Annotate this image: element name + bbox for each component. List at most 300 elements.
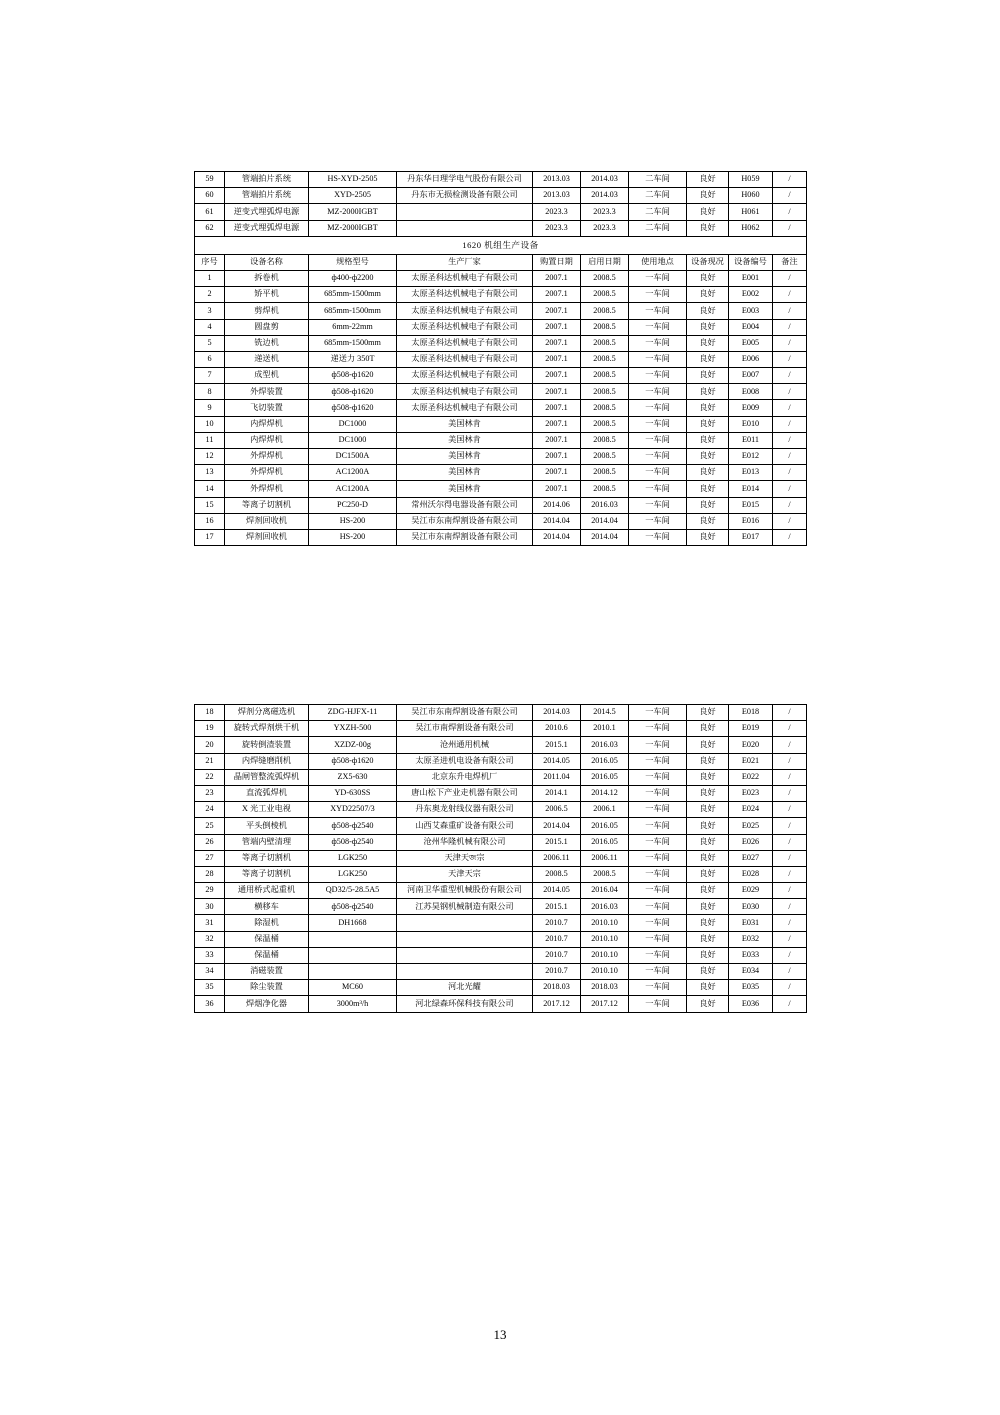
- table-row: [195, 947, 807, 963]
- cell-equipment-code: E027: [729, 850, 773, 866]
- table-row: [195, 465, 807, 481]
- cell-model: LGK250: [309, 850, 397, 866]
- cell-equipment-code: E035: [729, 980, 773, 996]
- cell-model: ZDG-HJFX-11: [309, 705, 397, 721]
- table-row: [195, 980, 807, 996]
- cell-equipment-name: 焊剂回收机: [225, 513, 309, 529]
- cell-equipment-code: E031: [729, 915, 773, 931]
- cell-condition: 良好: [687, 335, 729, 351]
- table-row: [195, 753, 807, 769]
- cell-index: 19: [195, 721, 225, 737]
- cell-equipment-code: E024: [729, 802, 773, 818]
- cell-manufacturer: 太原圣科达机械电子有限公司: [397, 287, 533, 303]
- cell-start-date: 2008.5: [581, 368, 629, 384]
- table-row: [195, 529, 807, 545]
- table-row: [195, 866, 807, 882]
- equipment-table-top: [194, 171, 807, 546]
- cell-purchase-date: 2010.7: [533, 915, 581, 931]
- cell-equipment-name: X 光工业电视: [225, 802, 309, 818]
- cell-manufacturer: 沧州华隆机械有限公司: [397, 834, 533, 850]
- cell-equipment-name: 保温桶: [225, 947, 309, 963]
- cell-manufacturer: [397, 947, 533, 963]
- cell-equipment-name: 外焊焊机: [225, 449, 309, 465]
- cell-equipment-code: E007: [729, 368, 773, 384]
- cell-condition: 良好: [687, 416, 729, 432]
- cell-equipment-code: E002: [729, 287, 773, 303]
- equipment-table-bottom: [194, 704, 807, 1013]
- cell-model: LGK250: [309, 866, 397, 882]
- cell-purchase-date: 2018.03: [533, 980, 581, 996]
- cell-condition: 良好: [687, 351, 729, 367]
- cell-index: 28: [195, 866, 225, 882]
- cell-location: 一车间: [629, 883, 687, 899]
- cell-equipment-name: 平头倒棱机: [225, 818, 309, 834]
- cell-condition: 良好: [687, 834, 729, 850]
- cell-model: MZ-2000IGBT: [309, 204, 397, 220]
- cell-model: ф508-ф1620: [309, 753, 397, 769]
- cell-purchase-date: 2015.1: [533, 834, 581, 850]
- cell-location: 一车间: [629, 270, 687, 286]
- cell-index: 59: [195, 172, 225, 188]
- cell-note: /: [773, 351, 807, 367]
- cell-note: /: [773, 705, 807, 721]
- cell-condition: 良好: [687, 996, 729, 1012]
- cell-note: /: [773, 513, 807, 529]
- table-row: [195, 449, 807, 465]
- cell-equipment-code: E013: [729, 465, 773, 481]
- cell-location: 一车间: [629, 964, 687, 980]
- cell-equipment-name: 外焊焊机: [225, 481, 309, 497]
- cell-model: 685mm-1500mm: [309, 335, 397, 351]
- cell-equipment-code: E034: [729, 964, 773, 980]
- cell-manufacturer: 北京东升电焊机厂: [397, 769, 533, 785]
- cell-purchase-date: 2023.3: [533, 204, 581, 220]
- cell-purchase-date: 2007.1: [533, 270, 581, 286]
- cell-manufacturer: 太原圣科达机械电子有限公司: [397, 319, 533, 335]
- cell-location: 一车间: [629, 899, 687, 915]
- cell-manufacturer: 太原圣进机电设备有限公司: [397, 753, 533, 769]
- cell-model: DC1000: [309, 416, 397, 432]
- cell-equipment-code: E036: [729, 996, 773, 1012]
- cell-note: /: [773, 964, 807, 980]
- cell-equipment-code: E010: [729, 416, 773, 432]
- table-row: [195, 188, 807, 204]
- cell-note: /: [773, 866, 807, 882]
- cell-index: 11: [195, 432, 225, 448]
- cell-purchase-date: 2010.6: [533, 721, 581, 737]
- cell-equipment-code: E008: [729, 384, 773, 400]
- cell-start-date: 2010.10: [581, 915, 629, 931]
- cell-model: 685mm-1500mm: [309, 287, 397, 303]
- cell-purchase-date: 2007.1: [533, 384, 581, 400]
- cell-purchase-date: 2007.1: [533, 368, 581, 384]
- cell-start-date: 2014.5: [581, 705, 629, 721]
- cell-equipment-name: 管端拍片系统: [225, 188, 309, 204]
- cell-manufacturer: 美国林肯: [397, 416, 533, 432]
- table-row: [195, 513, 807, 529]
- cell-start-date: 2014.04: [581, 529, 629, 545]
- table-header-row: [195, 254, 807, 270]
- cell-condition: 良好: [687, 850, 729, 866]
- cell-model: XYD22507/3: [309, 802, 397, 818]
- cell-index: 18: [195, 705, 225, 721]
- cell-start-date: 2008.5: [581, 351, 629, 367]
- cell-equipment-name: 等离子切割机: [225, 866, 309, 882]
- cell-model: 6mm-22mm: [309, 319, 397, 335]
- cell-condition: 良好: [687, 432, 729, 448]
- cell-note: /: [773, 384, 807, 400]
- cell-model: 递送力 350T: [309, 351, 397, 367]
- cell-start-date: 2010.1: [581, 721, 629, 737]
- cell-condition: 良好: [687, 785, 729, 801]
- cell-note: /: [773, 883, 807, 899]
- cell-start-date: 2016.05: [581, 818, 629, 834]
- cell-manufacturer: 太原圣科达机械电子有限公司: [397, 335, 533, 351]
- cell-location: 一车间: [629, 465, 687, 481]
- cell-condition: 良好: [687, 384, 729, 400]
- cell-index: 61: [195, 204, 225, 220]
- cell-location: 二车间: [629, 172, 687, 188]
- cell-manufacturer: 常州沃尔得电器设备有限公司: [397, 497, 533, 513]
- cell-condition: 良好: [687, 400, 729, 416]
- cell-index: 21: [195, 753, 225, 769]
- cell-location: 一车间: [629, 319, 687, 335]
- cell-purchase-date: 2007.1: [533, 303, 581, 319]
- cell-equipment-code: E025: [729, 818, 773, 834]
- cell-manufacturer: 美国林肯: [397, 449, 533, 465]
- table-row: [195, 303, 807, 319]
- cell-model: XYD-2505: [309, 188, 397, 204]
- cell-equipment-name: 递送机: [225, 351, 309, 367]
- cell-note: /: [773, 220, 807, 236]
- cell-equipment-code: E011: [729, 432, 773, 448]
- cell-equipment-code: H059: [729, 172, 773, 188]
- cell-index: 6: [195, 351, 225, 367]
- cell-equipment-code: E019: [729, 721, 773, 737]
- cell-manufacturer: 吴江市东南焊割设备有限公司: [397, 529, 533, 545]
- table-row: [195, 384, 807, 400]
- cell-location: 一车间: [629, 287, 687, 303]
- cell-index: 13: [195, 465, 225, 481]
- cell-model: HS-200: [309, 513, 397, 529]
- cell-start-date: 2016.05: [581, 834, 629, 850]
- cell-location: 一车间: [629, 996, 687, 1012]
- table-row: [195, 785, 807, 801]
- cell-equipment-code: E009: [729, 400, 773, 416]
- cell-note: /: [773, 785, 807, 801]
- cell-location: 一车间: [629, 866, 687, 882]
- cell-purchase-date: 2006.5: [533, 802, 581, 818]
- cell-start-date: 2014.12: [581, 785, 629, 801]
- cell-condition: 良好: [687, 947, 729, 963]
- cell-start-date: 2014.03: [581, 172, 629, 188]
- cell-index: 62: [195, 220, 225, 236]
- cell-purchase-date: 2014.05: [533, 753, 581, 769]
- table-row: [195, 416, 807, 432]
- cell-index: 30: [195, 899, 225, 915]
- cell-equipment-name: 矫平机: [225, 287, 309, 303]
- cell-model: 3000m³/h: [309, 996, 397, 1012]
- cell-model: YD-630SS: [309, 785, 397, 801]
- cell-index: 15: [195, 497, 225, 513]
- section-title: 1620 机组生产设备: [195, 236, 807, 254]
- cell-purchase-date: 2017.12: [533, 996, 581, 1012]
- cell-manufacturer: 吴江市南焊割设备有限公司: [397, 721, 533, 737]
- cell-equipment-code: E018: [729, 705, 773, 721]
- column-header-7: 使用地点: [629, 254, 687, 270]
- cell-equipment-name: 成型机: [225, 368, 309, 384]
- cell-model: ф508-ф1620: [309, 400, 397, 416]
- cell-manufacturer: [397, 931, 533, 947]
- cell-start-date: 2016.04: [581, 883, 629, 899]
- cell-equipment-code: E017: [729, 529, 773, 545]
- cell-condition: 良好: [687, 883, 729, 899]
- cell-equipment-name: 拆卷机: [225, 270, 309, 286]
- cell-purchase-date: 2014.05: [533, 883, 581, 899]
- cell-equipment-name: 等离子切割机: [225, 850, 309, 866]
- cell-equipment-code: E020: [729, 737, 773, 753]
- cell-manufacturer: 吴江市东南焊割设备有限公司: [397, 513, 533, 529]
- cell-model: XZDZ-00g: [309, 737, 397, 753]
- cell-index: 3: [195, 303, 225, 319]
- cell-manufacturer: 江苏昊钢机械制造有限公司: [397, 899, 533, 915]
- table-row: [195, 964, 807, 980]
- cell-index: 33: [195, 947, 225, 963]
- cell-equipment-name: 焊剂回收机: [225, 529, 309, 545]
- cell-location: 一车间: [629, 432, 687, 448]
- cell-location: 一车间: [629, 449, 687, 465]
- cell-condition: 良好: [687, 705, 729, 721]
- cell-model: QD32/5-28.5A5: [309, 883, 397, 899]
- column-header-8: 设备现况: [687, 254, 729, 270]
- table-row: [195, 931, 807, 947]
- cell-manufacturer: 美国林肯: [397, 481, 533, 497]
- cell-start-date: 2008.5: [581, 270, 629, 286]
- cell-location: 一车间: [629, 416, 687, 432]
- cell-model: ф508-ф2540: [309, 818, 397, 834]
- cell-index: 16: [195, 513, 225, 529]
- cell-manufacturer: 河北光耀: [397, 980, 533, 996]
- cell-equipment-name: 内焊焊机: [225, 432, 309, 448]
- cell-model: MZ-2000IGBT: [309, 220, 397, 236]
- cell-note: /: [773, 188, 807, 204]
- cell-condition: 良好: [687, 899, 729, 915]
- table-row: [195, 705, 807, 721]
- table-row: [195, 818, 807, 834]
- cell-manufacturer: 丹东华日理学电气股份有限公司: [397, 172, 533, 188]
- table-row: [195, 721, 807, 737]
- cell-equipment-code: H060: [729, 188, 773, 204]
- cell-index: 26: [195, 834, 225, 850]
- cell-condition: 良好: [687, 915, 729, 931]
- cell-purchase-date: 2007.1: [533, 481, 581, 497]
- cell-equipment-code: E021: [729, 753, 773, 769]
- cell-manufacturer: 太原圣科达机械电子有限公司: [397, 270, 533, 286]
- cell-equipment-name: 等离子切割机: [225, 497, 309, 513]
- cell-manufacturer: 太原圣科达机械电子有限公司: [397, 400, 533, 416]
- cell-start-date: 2008.5: [581, 866, 629, 882]
- page-number: 13: [493, 1327, 507, 1342]
- cell-purchase-date: 2014.03: [533, 705, 581, 721]
- cell-purchase-date: 2007.1: [533, 319, 581, 335]
- cell-note: /: [773, 335, 807, 351]
- cell-equipment-code: E001: [729, 270, 773, 286]
- cell-purchase-date: 2013.03: [533, 188, 581, 204]
- cell-model: PC250-D: [309, 497, 397, 513]
- cell-purchase-date: 2014.1: [533, 785, 581, 801]
- cell-purchase-date: 2007.1: [533, 287, 581, 303]
- table-row: [195, 737, 807, 753]
- cell-index: 27: [195, 850, 225, 866]
- cell-model: ф508-ф1620: [309, 384, 397, 400]
- cell-equipment-name: 横移车: [225, 899, 309, 915]
- cell-equipment-code: E005: [729, 335, 773, 351]
- cell-purchase-date: 2007.1: [533, 400, 581, 416]
- cell-note: /: [773, 915, 807, 931]
- table-row: [195, 287, 807, 303]
- cell-equipment-code: E033: [729, 947, 773, 963]
- table-row: [195, 335, 807, 351]
- cell-equipment-code: E014: [729, 481, 773, 497]
- cell-equipment-code: E012: [729, 449, 773, 465]
- cell-note: /: [773, 721, 807, 737]
- cell-condition: 良好: [687, 721, 729, 737]
- cell-condition: 良好: [687, 497, 729, 513]
- cell-purchase-date: 2007.1: [533, 432, 581, 448]
- cell-equipment-code: E006: [729, 351, 773, 367]
- cell-start-date: 2008.5: [581, 432, 629, 448]
- cell-start-date: 2016.03: [581, 899, 629, 915]
- cell-model: ZX5-630: [309, 769, 397, 785]
- cell-location: 一车间: [629, 850, 687, 866]
- table-row: [195, 769, 807, 785]
- cell-equipment-name: 通用桥式起重机: [225, 883, 309, 899]
- cell-model: DH1668: [309, 915, 397, 931]
- cell-equipment-name: 管端拍片系统: [225, 172, 309, 188]
- cell-manufacturer: 河北绿森环保科技有限公司: [397, 996, 533, 1012]
- cell-equipment-name: 消磁装置: [225, 964, 309, 980]
- cell-equipment-name: 焊烟净化器: [225, 996, 309, 1012]
- cell-equipment-code: E003: [729, 303, 773, 319]
- cell-location: 二车间: [629, 204, 687, 220]
- cell-condition: 良好: [687, 220, 729, 236]
- cell-location: 一车间: [629, 368, 687, 384]
- cell-equipment-name: 外焊焊机: [225, 465, 309, 481]
- cell-note: /: [773, 400, 807, 416]
- table-row: [195, 432, 807, 448]
- cell-manufacturer: 天津天জ宗: [397, 850, 533, 866]
- cell-model: ф508-ф2540: [309, 834, 397, 850]
- cell-model: AC1200A: [309, 465, 397, 481]
- cell-condition: 良好: [687, 931, 729, 947]
- table-row: [195, 270, 807, 286]
- cell-equipment-name: 剪焊机: [225, 303, 309, 319]
- cell-start-date: 2008.5: [581, 481, 629, 497]
- table-row: [195, 319, 807, 335]
- cell-model: YXZH-500: [309, 721, 397, 737]
- cell-equipment-name: 旋转倒渣装置: [225, 737, 309, 753]
- cell-purchase-date: 2007.1: [533, 449, 581, 465]
- cell-equipment-code: E016: [729, 513, 773, 529]
- cell-location: 一车间: [629, 400, 687, 416]
- cell-manufacturer: 沧州通用机械: [397, 737, 533, 753]
- cell-location: 一车间: [629, 335, 687, 351]
- cell-equipment-name: 圆盘剪: [225, 319, 309, 335]
- cell-location: 一车间: [629, 384, 687, 400]
- cell-location: 一车间: [629, 785, 687, 801]
- cell-start-date: 2008.5: [581, 384, 629, 400]
- cell-equipment-code: H061: [729, 204, 773, 220]
- cell-condition: 良好: [687, 303, 729, 319]
- cell-note: /: [773, 737, 807, 753]
- cell-purchase-date: 2023.3: [533, 220, 581, 236]
- cell-manufacturer: 太原圣科达机械电子有限公司: [397, 303, 533, 319]
- cell-model: HS-200: [309, 529, 397, 545]
- cell-location: 一车间: [629, 769, 687, 785]
- cell-equipment-code: E004: [729, 319, 773, 335]
- cell-location: 二车间: [629, 188, 687, 204]
- cell-start-date: 2016.05: [581, 753, 629, 769]
- cell-purchase-date: 2014.04: [533, 818, 581, 834]
- cell-model: AC1200A: [309, 481, 397, 497]
- cell-equipment-name: 外焊装置: [225, 384, 309, 400]
- cell-note: /: [773, 204, 807, 220]
- section-title-row: [195, 236, 807, 254]
- cell-start-date: 2008.5: [581, 303, 629, 319]
- cell-location: 一车间: [629, 529, 687, 545]
- cell-purchase-date: 2007.1: [533, 335, 581, 351]
- cell-start-date: 2006.1: [581, 802, 629, 818]
- cell-location: 一车间: [629, 303, 687, 319]
- cell-start-date: 2016.03: [581, 497, 629, 513]
- cell-index: 7: [195, 368, 225, 384]
- cell-note: /: [773, 850, 807, 866]
- cell-index: 20: [195, 737, 225, 753]
- cell-note: /: [773, 303, 807, 319]
- cell-note: /: [773, 980, 807, 996]
- cell-condition: 良好: [687, 319, 729, 335]
- cell-index: 8: [195, 384, 225, 400]
- cell-condition: 良好: [687, 368, 729, 384]
- cell-index: 35: [195, 980, 225, 996]
- cell-equipment-code: E015: [729, 497, 773, 513]
- cell-start-date: 2008.5: [581, 465, 629, 481]
- cell-location: 一车间: [629, 834, 687, 850]
- cell-purchase-date: 2006.11: [533, 850, 581, 866]
- cell-note: /: [773, 899, 807, 915]
- cell-manufacturer: 太原圣科达机械电子有限公司: [397, 351, 533, 367]
- cell-location: 一车间: [629, 705, 687, 721]
- cell-equipment-code: E030: [729, 899, 773, 915]
- cell-equipment-name: 管端内壁清理: [225, 834, 309, 850]
- cell-index: 36: [195, 996, 225, 1012]
- cell-note: /: [773, 753, 807, 769]
- cell-condition: 良好: [687, 465, 729, 481]
- cell-condition: 良好: [687, 753, 729, 769]
- cell-manufacturer: 美国林肯: [397, 465, 533, 481]
- cell-note: /: [773, 802, 807, 818]
- cell-purchase-date: 2014.06: [533, 497, 581, 513]
- table-row: [195, 834, 807, 850]
- cell-equipment-code: E023: [729, 785, 773, 801]
- cell-equipment-code: E028: [729, 866, 773, 882]
- cell-index: 22: [195, 769, 225, 785]
- cell-equipment-code: E029: [729, 883, 773, 899]
- cell-manufacturer: 唐山松下产业走机器有限公司: [397, 785, 533, 801]
- cell-model: HS-XYD-2505: [309, 172, 397, 188]
- cell-manufacturer: [397, 964, 533, 980]
- cell-location: 一车间: [629, 351, 687, 367]
